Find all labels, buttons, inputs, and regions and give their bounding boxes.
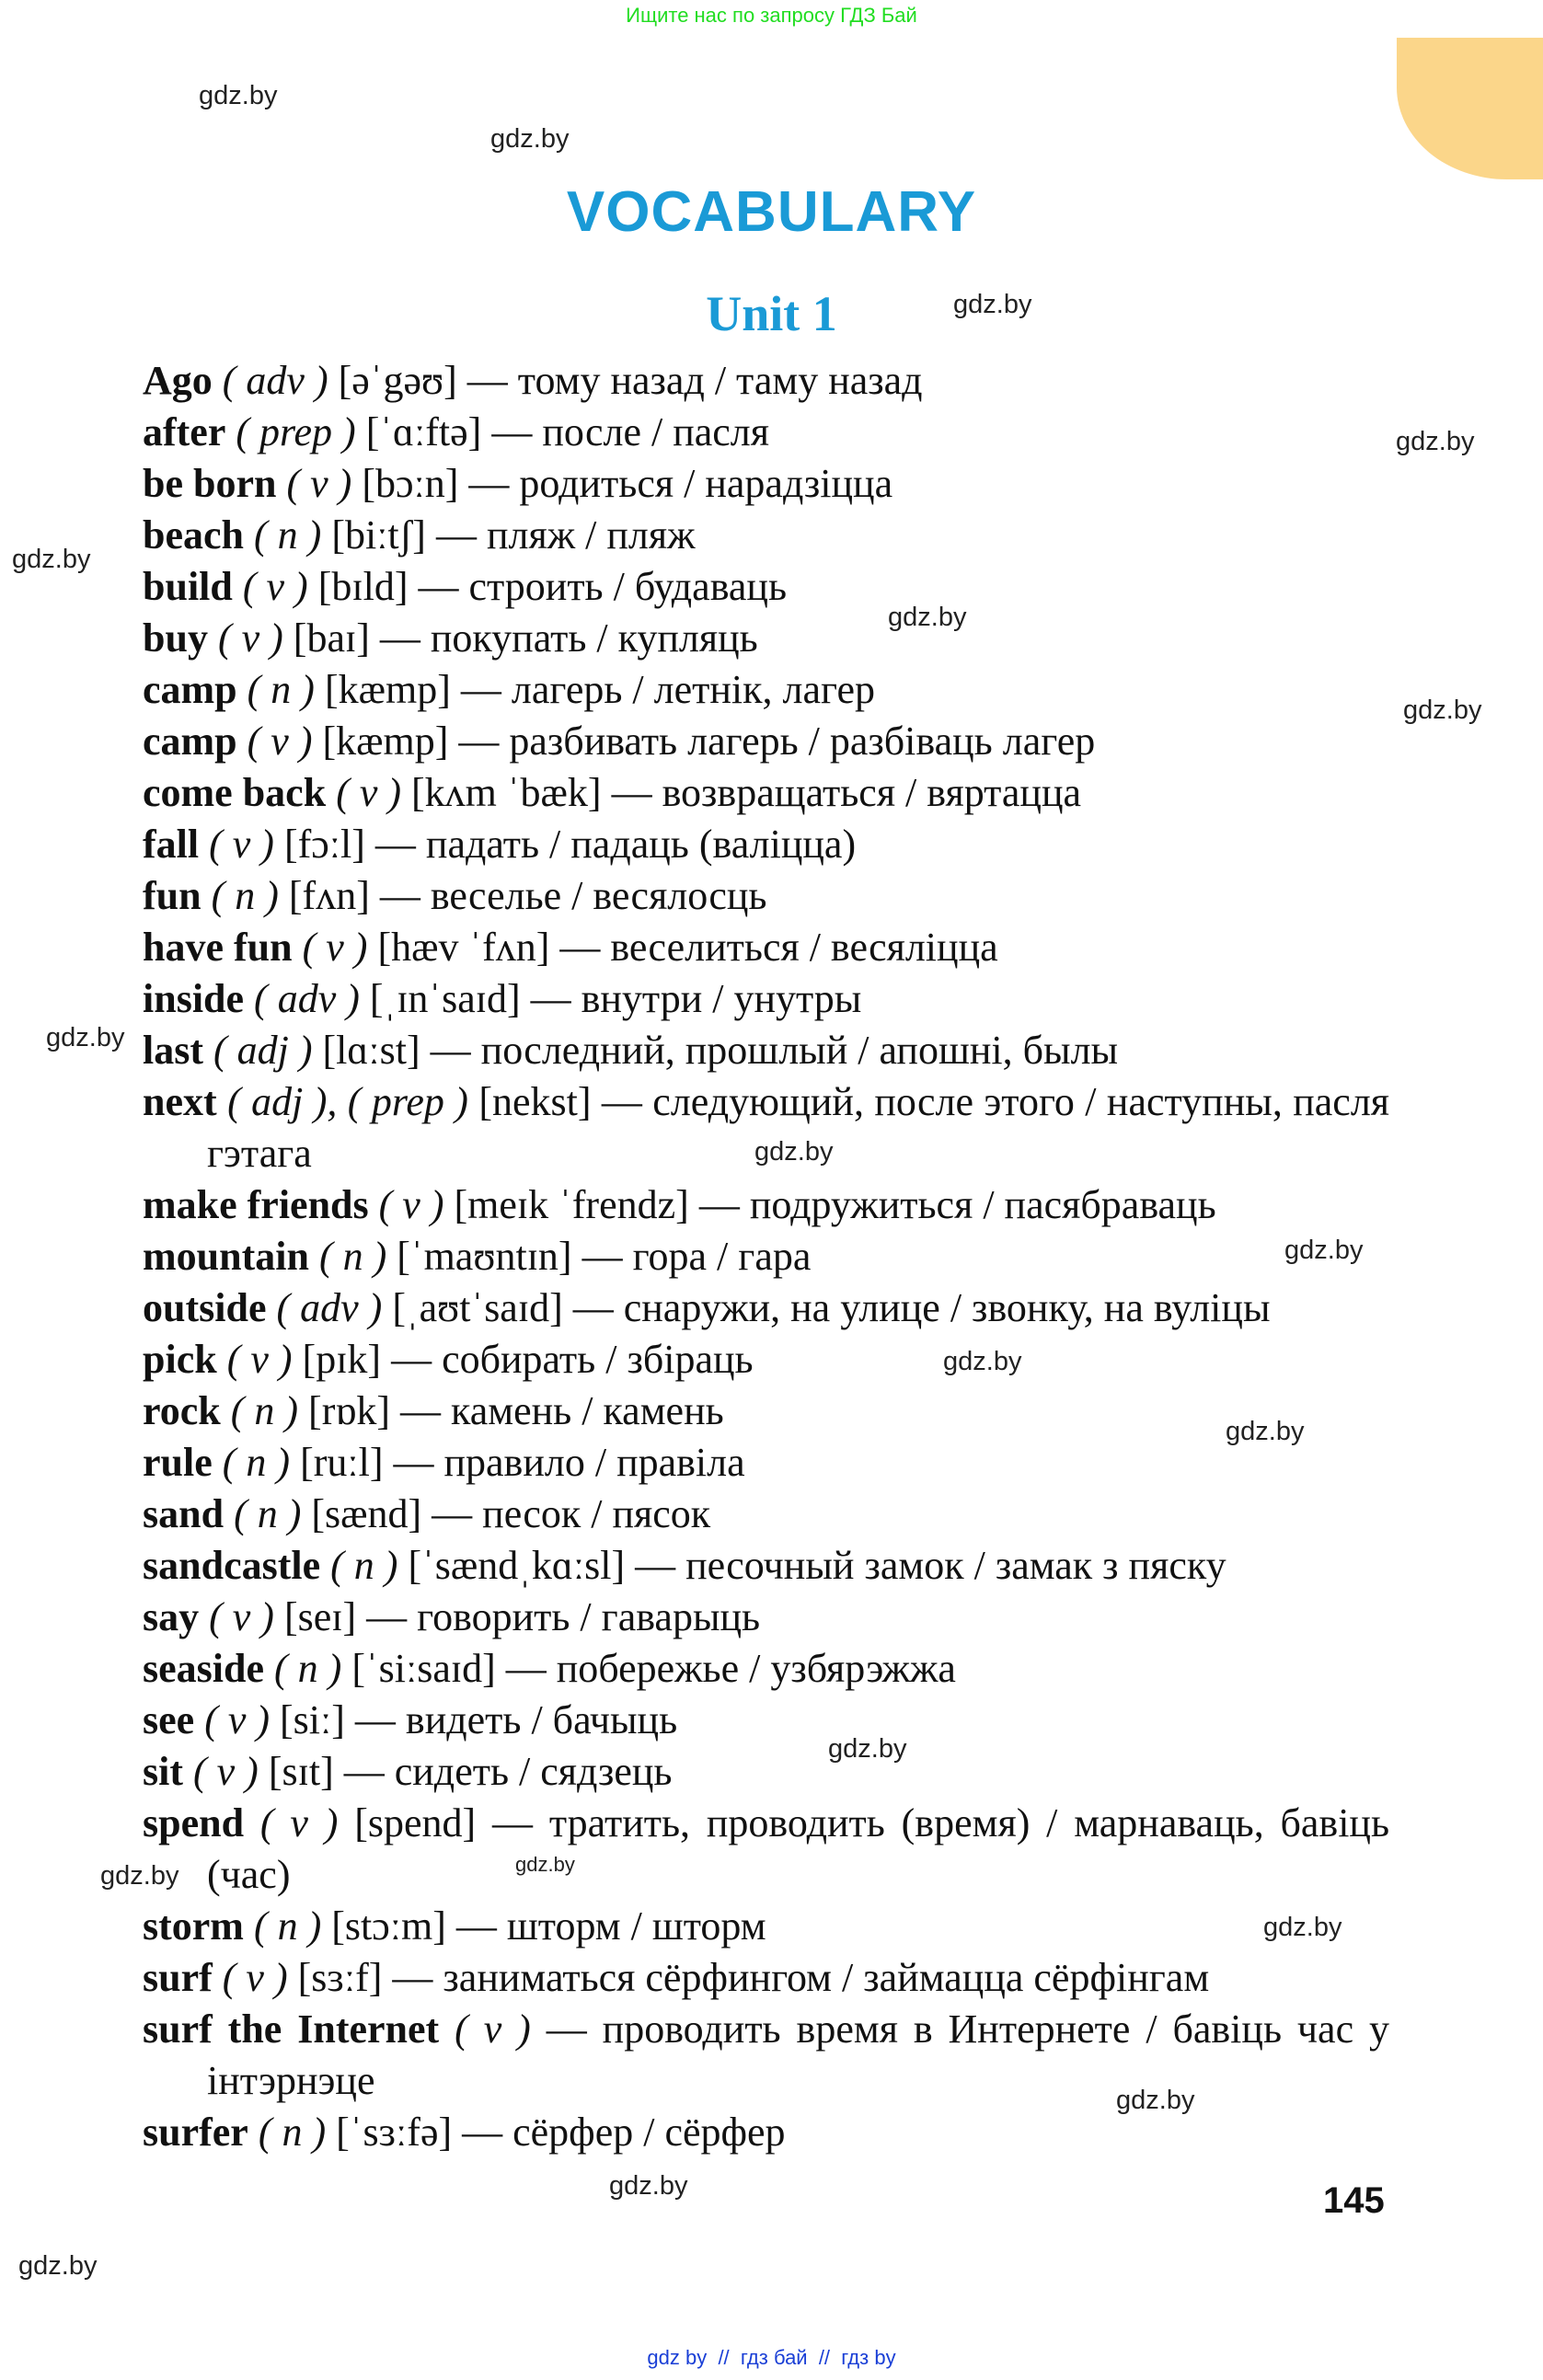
entry-word: fun — [143, 873, 202, 918]
transcription: [sɪt] — [268, 1749, 334, 1794]
vocabulary-entry — [143, 973, 1389, 1025]
translation: — правило / правіла — [393, 1440, 745, 1485]
part-of-speech: ( v ) — [204, 1697, 271, 1742]
entry-word: spend — [143, 1800, 245, 1845]
part-of-speech: ( prep ) — [236, 409, 356, 454]
transcription: [hæv ˈfʌn] — [377, 925, 550, 970]
page-number: 145 — [1323, 2180, 1385, 2221]
watermark-text: gdz.by — [1116, 2086, 1195, 2115]
entry-word: camp — [143, 719, 237, 764]
vocabulary-entry — [143, 664, 1389, 716]
entry-word: outside — [143, 1285, 267, 1330]
transcription: [ˌɪnˈsaɪd] — [369, 976, 521, 1021]
vocabulary-entry — [143, 613, 1389, 664]
vocabulary-entry — [143, 1231, 1389, 1282]
entry-word: sandcastle — [143, 1543, 321, 1588]
vocabulary-entry — [143, 1746, 1389, 1798]
vocabulary-list — [143, 355, 1389, 2158]
part-of-speech: ( v ) — [247, 719, 313, 764]
watermark-text: gdz.by — [18, 2251, 98, 2281]
entry-word: sit — [143, 1749, 183, 1794]
entry-word: pick — [143, 1337, 217, 1382]
vocabulary-entry — [143, 1179, 1389, 1231]
transcription: [meɪk ˈfrendz] — [454, 1182, 689, 1227]
entry-word: rock — [143, 1388, 221, 1433]
part-of-speech: ( v ) — [226, 1337, 293, 1382]
transcription: [fʌn] — [288, 873, 370, 918]
transcription: [seɪ] — [283, 1594, 357, 1639]
translation: — побережье / узбярэжжа — [505, 1646, 956, 1691]
transcription: [ruːl] — [300, 1440, 384, 1485]
part-of-speech: ( v ) — [209, 822, 274, 867]
vocabulary-entry — [143, 1282, 1389, 1334]
watermark-text: gdz.by — [1403, 696, 1482, 725]
vocabulary-entry — [143, 1798, 1389, 1901]
transcription: [lɑːst] — [322, 1028, 420, 1073]
entry-word: camp — [143, 667, 237, 712]
part-of-speech: ( v ) — [209, 1594, 274, 1639]
watermark-text: gdz.by — [754, 1137, 834, 1167]
corner-tab-decoration — [1397, 38, 1543, 179]
translation: — снаружи, на улице / звонку, на вуліцы — [572, 1285, 1271, 1330]
watermark-text: gdz.by — [199, 81, 278, 110]
watermark-text: gdz.by — [1226, 1417, 1305, 1446]
entry-word: surf — [143, 1955, 213, 2000]
translation: — возвращаться / вяртацца — [611, 770, 1082, 815]
translation: — покупать / купляць — [379, 615, 758, 661]
entry-word: after — [143, 409, 226, 454]
translation: — говорить / гаварыць — [366, 1594, 761, 1639]
entry-word: be born — [143, 461, 277, 506]
vocabulary-entry — [143, 870, 1389, 922]
translation: — последний, прошлый / апошні, былы — [430, 1028, 1119, 1073]
vocabulary-entry — [143, 716, 1389, 767]
watermark-text: gdz.by — [1284, 1236, 1364, 1265]
part-of-speech: ( n ) — [258, 2110, 327, 2155]
part-of-speech: ( v ) — [259, 1800, 339, 1845]
vocabulary-entry — [143, 1695, 1389, 1746]
watermark-text: gdz.by — [46, 1023, 125, 1052]
watermark-text: gdz.by — [1396, 427, 1475, 456]
transcription: [ˈmaʊntɪn] — [397, 1234, 572, 1279]
transcription: [pɪk] — [302, 1337, 382, 1382]
translation: — строить / будаваць — [418, 564, 788, 609]
watermark-text: gdz.by — [100, 1861, 179, 1891]
part-of-speech: ( n ) — [330, 1543, 398, 1588]
translation: — разбивать лагерь / разбіваць лагер — [458, 719, 1096, 764]
transcription: [ˈsændˌkɑːsl] — [408, 1543, 626, 1588]
entry-word: fall — [143, 822, 200, 867]
translation: — тратить, проводить (время) / марнаваць, бавіць (час) — [207, 1800, 1390, 1897]
part-of-speech: ( n ) — [254, 512, 322, 558]
part-of-speech: ( adv ) — [254, 976, 360, 1021]
transcription: [rɒk] — [308, 1388, 391, 1433]
entry-word: last — [143, 1028, 203, 1073]
transcription: [ˈɑːftə] — [365, 409, 482, 454]
part-of-speech: ( adv ) — [222, 358, 328, 403]
vocabulary-entry — [143, 1592, 1389, 1643]
translation: — проводить время в Интернете / бавіць час у інтэрнэце — [207, 2006, 1390, 2103]
watermark-text: gdz.by — [943, 1347, 1022, 1376]
translation: — заниматься сёрфингом / займацца сёрфінгам — [392, 1955, 1210, 2000]
vocabulary-entry — [143, 1901, 1389, 1952]
transcription: [ˈsiːsaɪd] — [351, 1646, 496, 1691]
part-of-speech: ( v ) — [222, 1955, 288, 2000]
transcription: [bɪld] — [317, 564, 409, 609]
top-promo-note: Ищите нас по запросу ГДЗ Бай — [626, 4, 917, 27]
transcription: [spend] — [354, 1800, 477, 1845]
part-of-speech: ( v ) — [286, 461, 352, 506]
transcription: [sɜːf] — [297, 1955, 383, 2000]
translation: — лагерь / летнік, лагер — [460, 667, 875, 712]
transcription: [stɔːm] — [331, 1903, 446, 1949]
entry-word: buy — [143, 615, 208, 661]
entry-word: mountain — [143, 1234, 309, 1279]
watermark-text: gdz.by — [888, 603, 967, 632]
translation: — песочный замок / замак з пяску — [635, 1543, 1226, 1588]
vocabulary-entry — [143, 1489, 1389, 1540]
entry-word: Ago — [143, 358, 213, 403]
part-of-speech: ( n ) — [234, 1491, 302, 1536]
part-of-speech: ( adj ), ( prep ) — [227, 1079, 468, 1124]
entry-word: beach — [143, 512, 244, 558]
transcription: [kʌm ˈbæk] — [411, 770, 602, 815]
transcription: [fɔːl] — [283, 822, 365, 867]
vocabulary-entry — [143, 2107, 1389, 2158]
vocabulary-entry — [143, 1952, 1389, 2004]
part-of-speech: ( n ) — [222, 1440, 291, 1485]
part-of-speech: ( v ) — [217, 615, 283, 661]
translation: — внутри / унутры — [530, 976, 862, 1021]
vocabulary-entry — [143, 510, 1389, 561]
translation: — видеть / бачыць — [354, 1697, 678, 1742]
transcription: [ˈsɜːfə] — [336, 2110, 453, 2155]
part-of-speech: ( v ) — [455, 2006, 531, 2052]
part-of-speech: ( n ) — [230, 1388, 299, 1433]
transcription: [əˈgəʊ] — [338, 358, 457, 403]
translation: — камень / камень — [400, 1388, 724, 1433]
vocabulary-entry — [143, 767, 1389, 819]
transcription: [bɔːn] — [362, 461, 459, 506]
entry-word: storm — [143, 1903, 244, 1949]
vocabulary-entry — [143, 1334, 1389, 1385]
entry-word: seaside — [143, 1646, 264, 1691]
footer-links: gdz by // гдз бай // гдз by — [647, 2346, 896, 2369]
part-of-speech: ( adj ) — [213, 1028, 313, 1073]
unit-heading: Unit 1 — [706, 286, 837, 341]
entry-word: come back — [143, 770, 327, 815]
entry-word: surf the Internet — [143, 2006, 440, 2052]
translation: — песок / пясок — [432, 1491, 711, 1536]
vocabulary-entry — [143, 458, 1389, 510]
entry-word: rule — [143, 1440, 213, 1485]
transcription: [baɪ] — [293, 615, 370, 661]
watermark-text: gdz.by — [12, 545, 91, 574]
part-of-speech: ( n ) — [247, 667, 315, 712]
translation: — гора / гара — [582, 1234, 812, 1279]
part-of-speech: ( v ) — [336, 770, 402, 815]
part-of-speech: ( n ) — [253, 1903, 322, 1949]
translation: — сёрфер / сёрфер — [462, 2110, 786, 2155]
entry-word: see — [143, 1697, 195, 1742]
entry-word: build — [143, 564, 233, 609]
part-of-speech: ( v ) — [193, 1749, 259, 1794]
vocabulary-entry — [143, 561, 1389, 613]
translation: — после / пасля — [491, 409, 769, 454]
part-of-speech: ( n ) — [318, 1234, 387, 1279]
watermark-text: gdz.by — [1263, 1913, 1342, 1942]
part-of-speech: ( v ) — [242, 564, 308, 609]
transcription: [ˌaʊtˈsaɪd] — [392, 1285, 563, 1330]
page-title: VOCABULARY — [566, 180, 977, 244]
translation: — собирать / збіраць — [391, 1337, 754, 1382]
translation: — пляж / пляж — [435, 512, 696, 558]
part-of-speech: ( v ) — [302, 925, 368, 970]
entry-word: inside — [143, 976, 245, 1021]
transcription: [sænd] — [311, 1491, 422, 1536]
transcription: [biːtʃ] — [331, 512, 426, 558]
watermark-text: gdz.by — [490, 124, 570, 154]
translation: — веселиться / весяліцца — [559, 925, 998, 970]
vocabulary-entry — [143, 819, 1389, 870]
transcription: [siː] — [280, 1697, 345, 1742]
vocabulary-entry — [143, 1385, 1389, 1437]
entry-word: say — [143, 1594, 200, 1639]
translation: — тому назад / таму назад — [466, 358, 923, 403]
part-of-speech: ( v ) — [378, 1182, 444, 1227]
translation: — веселье / весялосць — [379, 873, 767, 918]
translation: — падать / падаць (валіцца) — [374, 822, 857, 867]
transcription: [kæmp] — [324, 667, 451, 712]
transcription: [kæmp] — [322, 719, 449, 764]
entry-word: sand — [143, 1491, 225, 1536]
vocabulary-entry — [143, 1540, 1389, 1592]
translation: — шторм / шторм — [455, 1903, 766, 1949]
vocabulary-entry — [143, 407, 1389, 458]
translation: — подружиться / пасябраваць — [698, 1182, 1216, 1227]
watermark-text: gdz.by — [828, 1734, 907, 1764]
watermark-text: gdz.by — [953, 290, 1032, 319]
watermark-text: gdz.by — [515, 1853, 575, 1876]
watermark-text: gdz.by — [609, 2171, 688, 2201]
transcription: [nekst] — [478, 1079, 592, 1124]
entry-word: make friends — [143, 1182, 369, 1227]
vocabulary-entry — [143, 1437, 1389, 1489]
entry-word: surfer — [143, 2110, 248, 2155]
translation: — родиться / нарадзіцца — [468, 461, 893, 506]
vocabulary-entry — [143, 355, 1389, 407]
part-of-speech: ( adv ) — [276, 1285, 383, 1330]
part-of-speech: ( n ) — [274, 1646, 342, 1691]
part-of-speech: ( n ) — [211, 873, 279, 918]
translation: — следующий, после этого / наступны, пасля гэтага — [207, 1079, 1390, 1176]
entry-word: have fun — [143, 925, 293, 970]
translation: — сидеть / сядзець — [343, 1749, 673, 1794]
vocabulary-entry — [143, 922, 1389, 973]
vocabulary-entry — [143, 1643, 1389, 1695]
vocabulary-entry — [143, 1025, 1389, 1076]
vocabulary-entry — [143, 2004, 1389, 2107]
entry-word: next — [143, 1079, 217, 1124]
